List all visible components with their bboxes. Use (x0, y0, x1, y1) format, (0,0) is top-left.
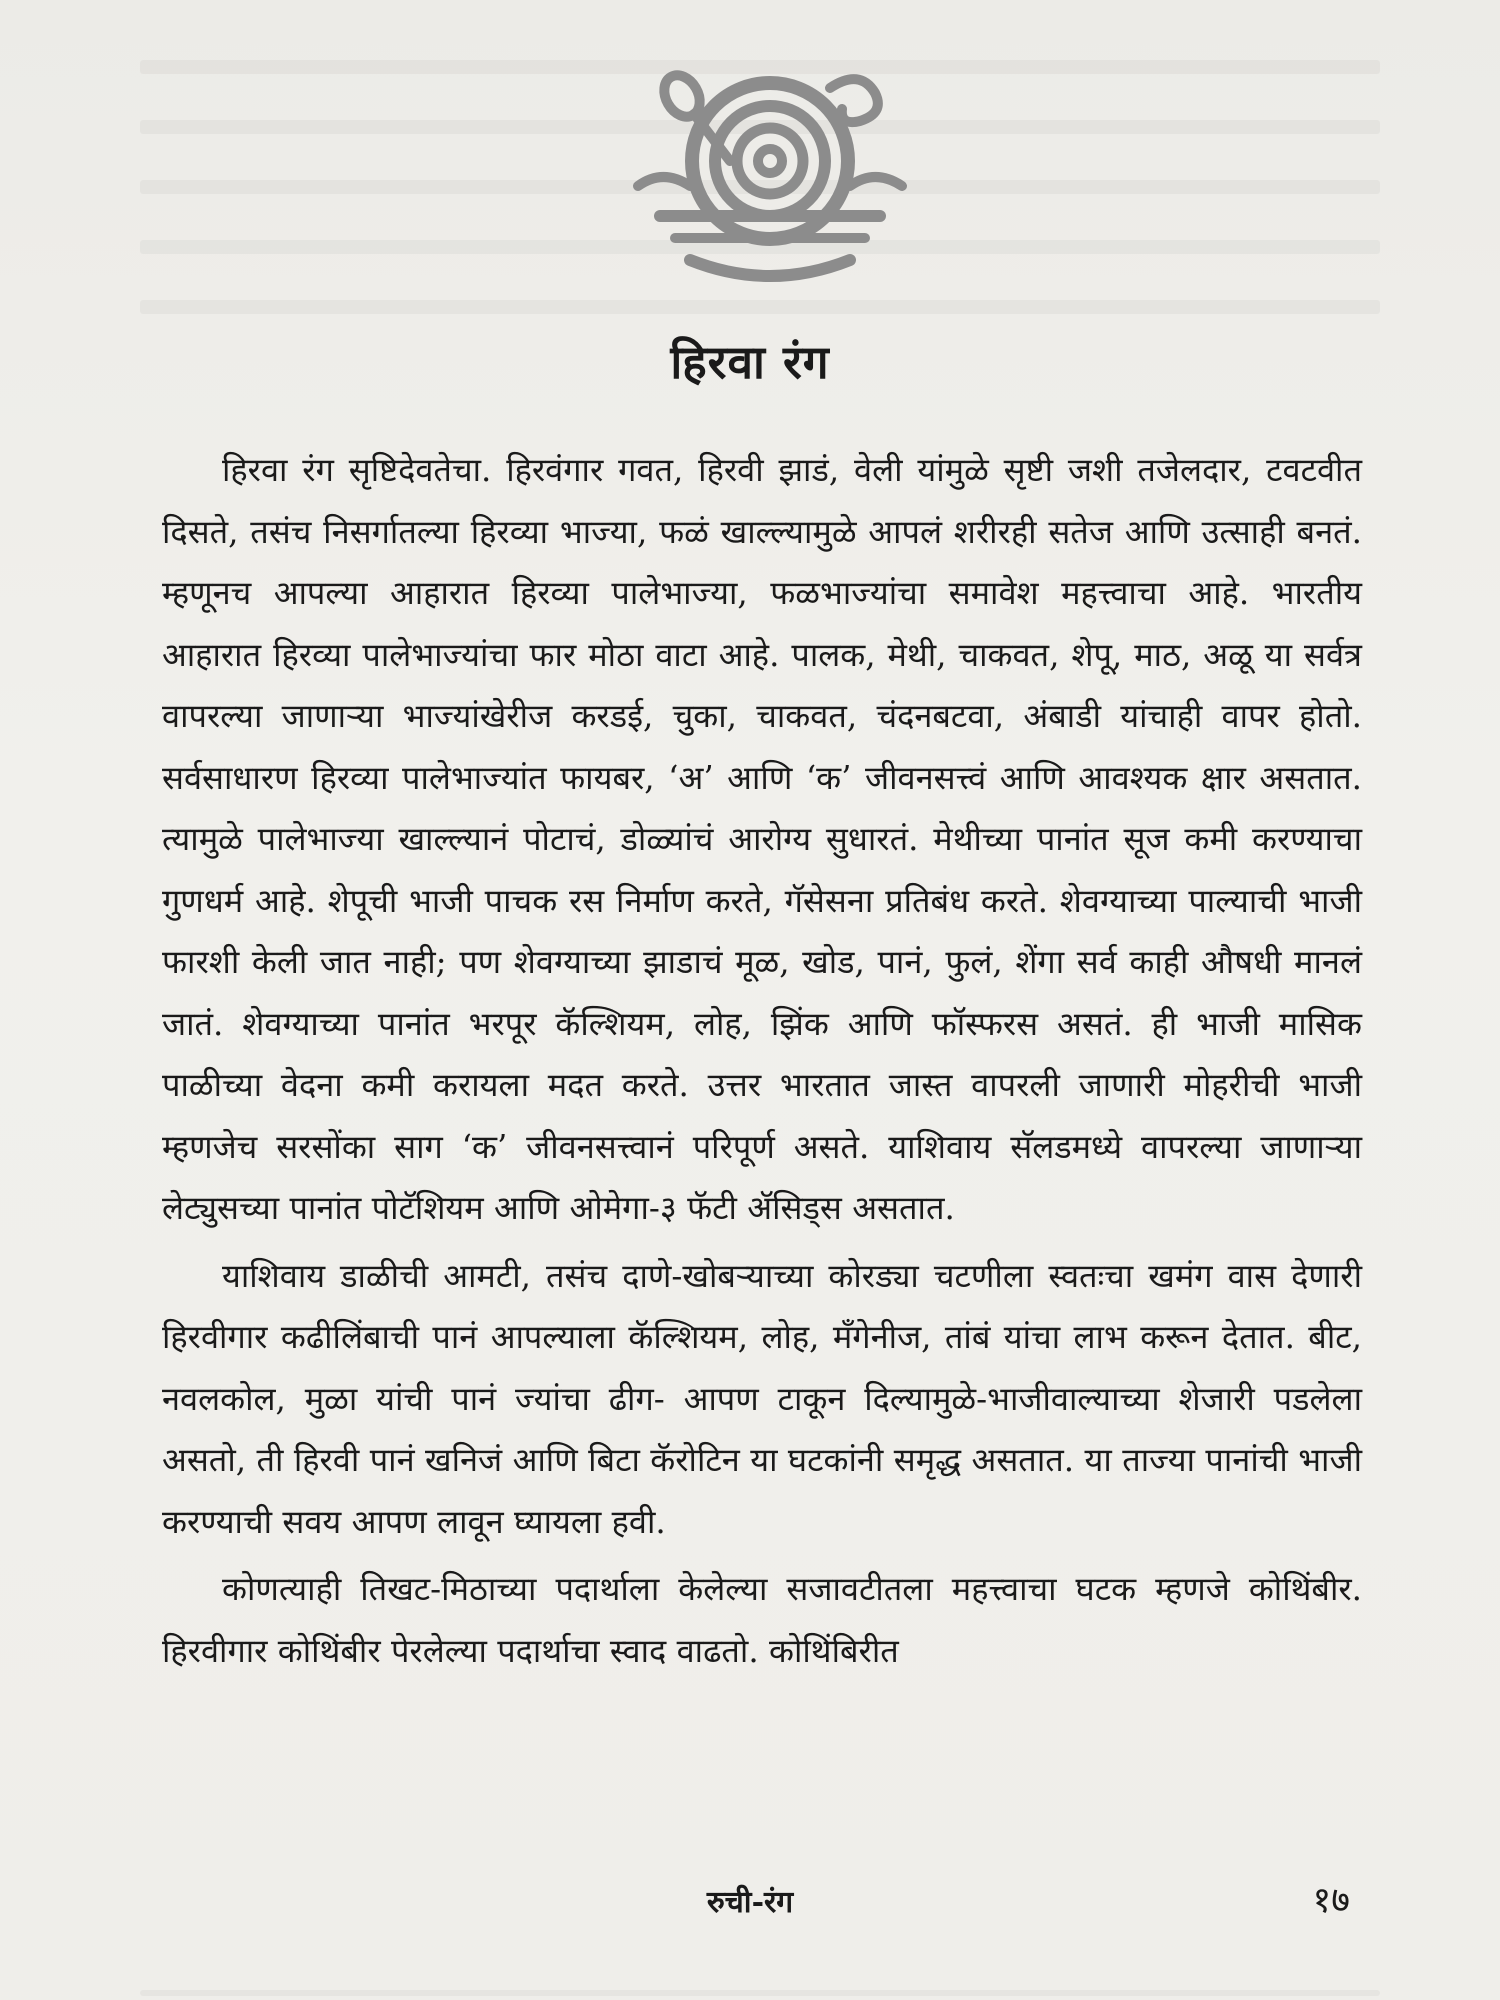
page-number: १७ (1312, 1880, 1350, 1921)
body-text (162, 440, 1362, 1682)
bowl-with-spoon-icon (620, 56, 920, 296)
paragraph: कोणत्याही तिखट-मिठाच्या पदार्थाला केलेल्या सजावटीतला महत्त्वाचा घटक म्हणजे कोथिंबीर. हिरवीगार कोथिंबीर पेरलेल्या पदार्थाचा स्वाद वाढतो. कोथिंबिरीत (162, 1570, 1362, 1670)
bleed-through-line (140, 300, 1380, 314)
bleed-through-line (140, 1990, 1380, 1996)
paragraph: याशिवाय डाळीची आमटी, तसंच दाणे-खोबऱ्याच्या कोरड्या चटणीला स्वतःचा खमंग वास देणारी हिरवीगार कढीलिंबाची पानं आपल्याला कॅल्शियम, लोह, मँगेनीज, तांबं यांचा लाभ करून देतात. बीट, नवलकोल, मुळा यांची पानं ज्यांचा ढीग- आपण टाकून दिल्यामुळे-भाजीवाल्याच्या शेजारी पडलेला असतो, ती हिरवी पानं खनिजं आणि बिटा कॅरोटिन या घटकांनी समृद्ध असतात. या ताज्या पानांची भाजी करण्याची सवय आपण लावून घ्यायला हवी. (162, 1256, 1362, 1541)
chapter-heading: हिरवा रंग (670, 335, 830, 389)
paragraph: हिरवा रंग सृष्टिदेवतेचा. हिरवंगार गवत, हिरवी झाडं, वेली यांमुळे सृष्टी जशी तजेलदार, टवटवीत दिसते, तसंच निसर्गातल्या हिरव्या भाज्या, फळं खाल्ल्यामुळे आपलं शरीरही सतेज आणि उत्साही बनतं. म्हणूनच आपल्या आहारात हिरव्या पालेभाज्या, फळभाज्यांचा समावेश महत्त्वाचा आहे. भारतीय आहारात हिरव्या पालेभाज्यांचा फार मोठा वाटा आहे. पालक, मेथी, चाकवत, शेपू, माठ, अळू या सर्वत्र वापरल्या जाणाऱ्या भाज्यांखेरीज करडई, चुका, चाकवत, चंदनबटवा, अंबाडी यांचाही वापर होतो. सर्वसाधारण हिरव्या पालेभाज्यांत फायबर, ‘अ’ आणि ‘क’ जीवनसत्त्वं आणि आवश्यक क्षार असतात. त्यामुळे पालेभाज्या खाल्ल्यानं पोटाचं, डोळ्यांचं आरोग्य सुधारतं. मेथीच्या पानांत सूज कमी करण्याचा गुणधर्म आहे. शेपूची भाजी पाचक रस निर्माण करते, गॅसेसना प्रतिबंध करते. शेवग्याच्या पाल्याची भाजी फारशी केली जात नाही; पण शेवग्याच्या झाडाचं मूळ, खोड, पानं, फुलं, शेंगा सर्व काही औषधी मानलं जातं. शेवग्याच्या पानांत भरपूर कॅल्शियम, लोह, झिंक आणि फॉस्फरस असतं. ही भाजी मासिक पाळीच्या वेदना कमी करायला मदत करते. उत्तर भारतात जास्त वापरली जाणारी मोहरीची भाजी म्हणजेच सरसोंका साग ‘क’ जीवनसत्त्वानं परिपूर्ण असते. याशिवाय सॅलडमध्ये वापरल्या जाणाऱ्या लेट्युसच्या पानांत पोटॅशियम आणि ओमेगा-३ फॅटी ॲसिड्स असतात. (162, 451, 1362, 1227)
running-footer-title: रुची-रंग (706, 1885, 794, 1920)
